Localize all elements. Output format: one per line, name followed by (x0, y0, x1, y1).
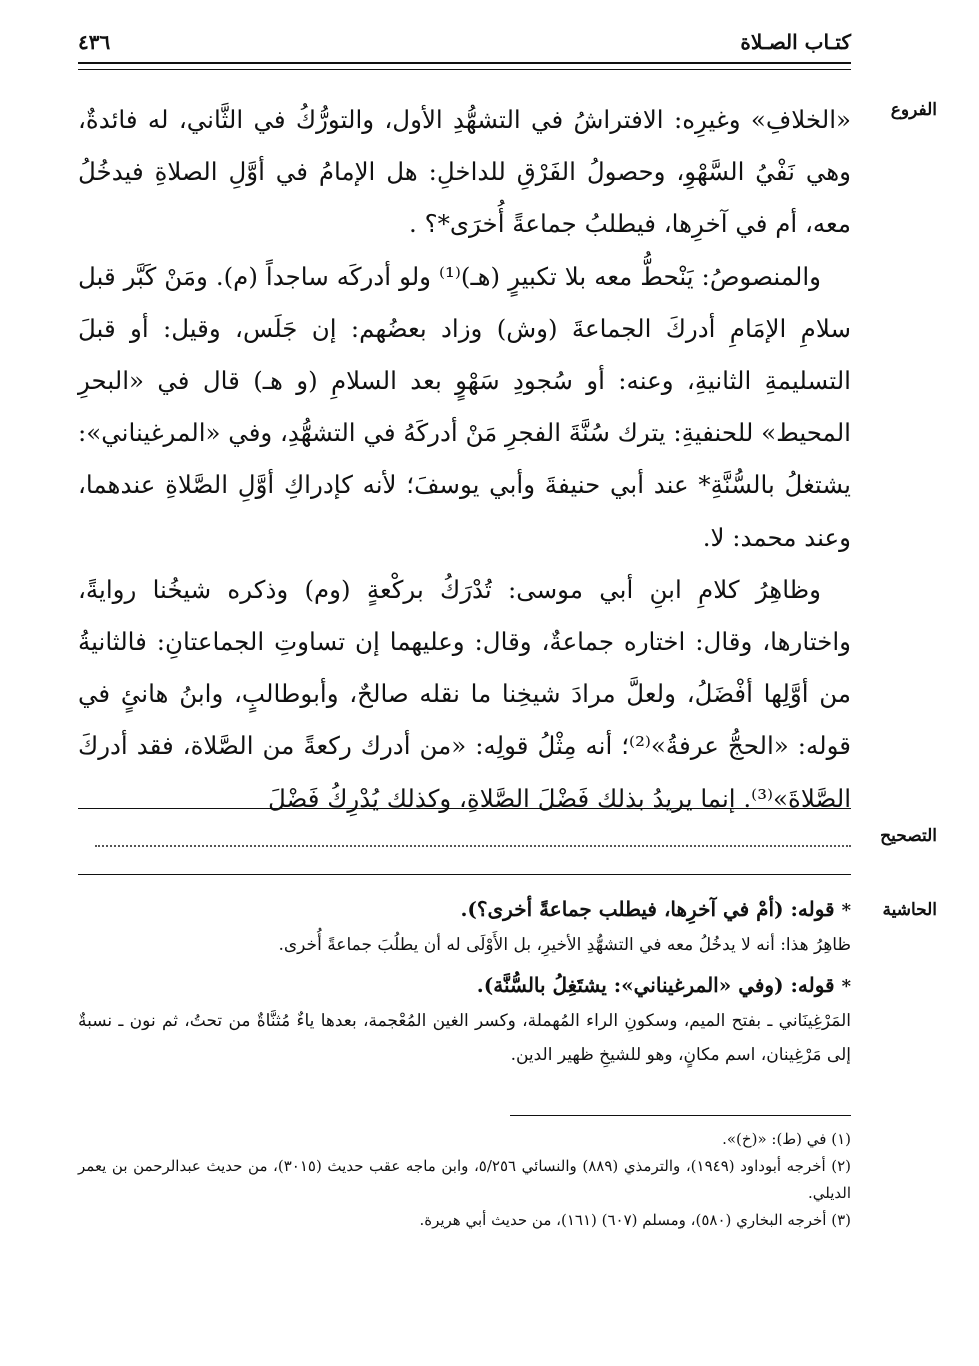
footnote: (١) في (ط): «(خ)». (722, 1130, 851, 1148)
main-paragraph: وظاهِرُ كلامِ ابنِ أبي موسى: تُدْرَكُ بركْعةٍ (وم) وذكره شيخُنا روايةً، واختارها، وقال: اختاره جماعةٌ، وقال: وعليهما إن تساوتِ الجماعتانِ: فالثانيةُ من أوَّلِها أفْضَلُ، ولعلَّ مرادَ شيخِنا ما نقله صالحٌ، وأبوطالبٍ، وابنُ هانئٍ في قوله: «الحجُّ عرفةُ»⁽²⁾؛ أنه مِثْلُ قولِه: «من أدرك ركعةً من الصَّلاة، فقد أدركَ الصَّلاةَ»⁽³⁾. إنما يريدُ بذلك فَضْلَ الصَّلاةِ، وكذلك يُدْرِكُ فَضْلَ (78, 574, 851, 813)
note-heading (78, 892, 851, 928)
footnotes (78, 1126, 851, 1234)
note-heading (78, 968, 851, 1004)
side-label-margin-notes: الحاشية (882, 900, 937, 920)
note-text: المَرْغِينَاني ـ بفتح الميم، وسكونِ الراء المُهملة، وكسر الغين المُعْجمة، بعدها ياءٌ مُثنَّاةٌ من تحتُ، ثم نون ـ نسبةٌ إلى مَرْغِينان، اسم مكانٍ، وهو للشيخِ ظهير الدين. (78, 1011, 851, 1065)
side-label-correction: التصحيح (880, 826, 937, 846)
main-text (78, 94, 851, 825)
note-question: قوله: (أمْ في آخرِها، فيطلب جماعةً أخرى؟). (460, 897, 835, 921)
header-rule (78, 62, 851, 70)
correction-dotted-line (95, 845, 851, 847)
page-number: ٤٣٦ (78, 30, 111, 54)
notes-rule (78, 874, 851, 875)
main-paragraph: والمنصوصُ: يَنْحطُّ معه بلا تكبيرٍ (هـ)⁽¹⁾ ولو أدركَه ساجداً (م). ومَنْ كَبَّر قبل سلامِ الإمَامِ أدركَ الجماعةَ (وش) وزاد بعضُهم: إن جَلَس، وقيل: أو قبلَ التسليمةِ الثانيةِ، وعنه: أو سُجودِ سَهْوٍ بعد السلامِ (و هـ) قال في «البحرِ المحيط» للحنفيةِ: يترك سُنَّةَ الفجرِ مَنْ أدركَهُ في التشهُّدِ، وفي «المرغيناني»: يشتغلُ بالسُّنَّةِ* عند أبي حنيفةَ وأبي يوسفَ؛ لأنه كإدراكِ أوَّلِ الصَّلاةِ عندهما، وعند محمد: لا. (78, 261, 851, 552)
side-label-branches: الفروع (890, 100, 937, 120)
main-text-rule (78, 808, 851, 809)
running-header (78, 30, 851, 64)
main-paragraph: «الخلافِ» وغيرِه: الافتراشُ في التشهُّدِ الأول، والتورُّكُ في الثَّاني، له فائدةٌ، وهي نَفْيُ السَّهْوِ، وحصولُ الفَرْقِ للداخلِ: هل الإمامُ في أوَّلِ الصلاةِ فيدخُلُ معه، أم في آخرِها، فيطلبُ جماعةً أُخرَى*؟ . (78, 105, 851, 239)
note-star: * (841, 976, 851, 997)
note-question: قوله: (وفي «المرغيناني»: يشتَغِلُ بالسُّنَّة). (476, 973, 835, 997)
footnote: (٣) أخرجه البخاري (٥٨٠)، ومسلم (٦٠٧) (١٦١)، من حديث أبي هريرة. (419, 1211, 851, 1229)
note-text: ظاهِرُ هذا: أنه لا يدخُلُ معه في التشهُّدِ الأخيرِ، بل الأَوْلَى له أن يطلُبَ جماعةً أُخرى. (278, 935, 851, 955)
footnote: (٢) أخرجه أبوداود (١٩٤٩)، والترمذي (٨٨٩) والنسائي ٥/٢٥٦، وابن ماجه عقب حديث (٣٠١٥)، من حديث عبدالرحمن بن يعمر الديلي. (78, 1157, 852, 1202)
chapter-title: كتـاب الصـلاة (740, 30, 851, 54)
note-star: * (841, 900, 851, 921)
margin-notes (78, 892, 851, 1078)
footnote-rule (510, 1115, 851, 1116)
